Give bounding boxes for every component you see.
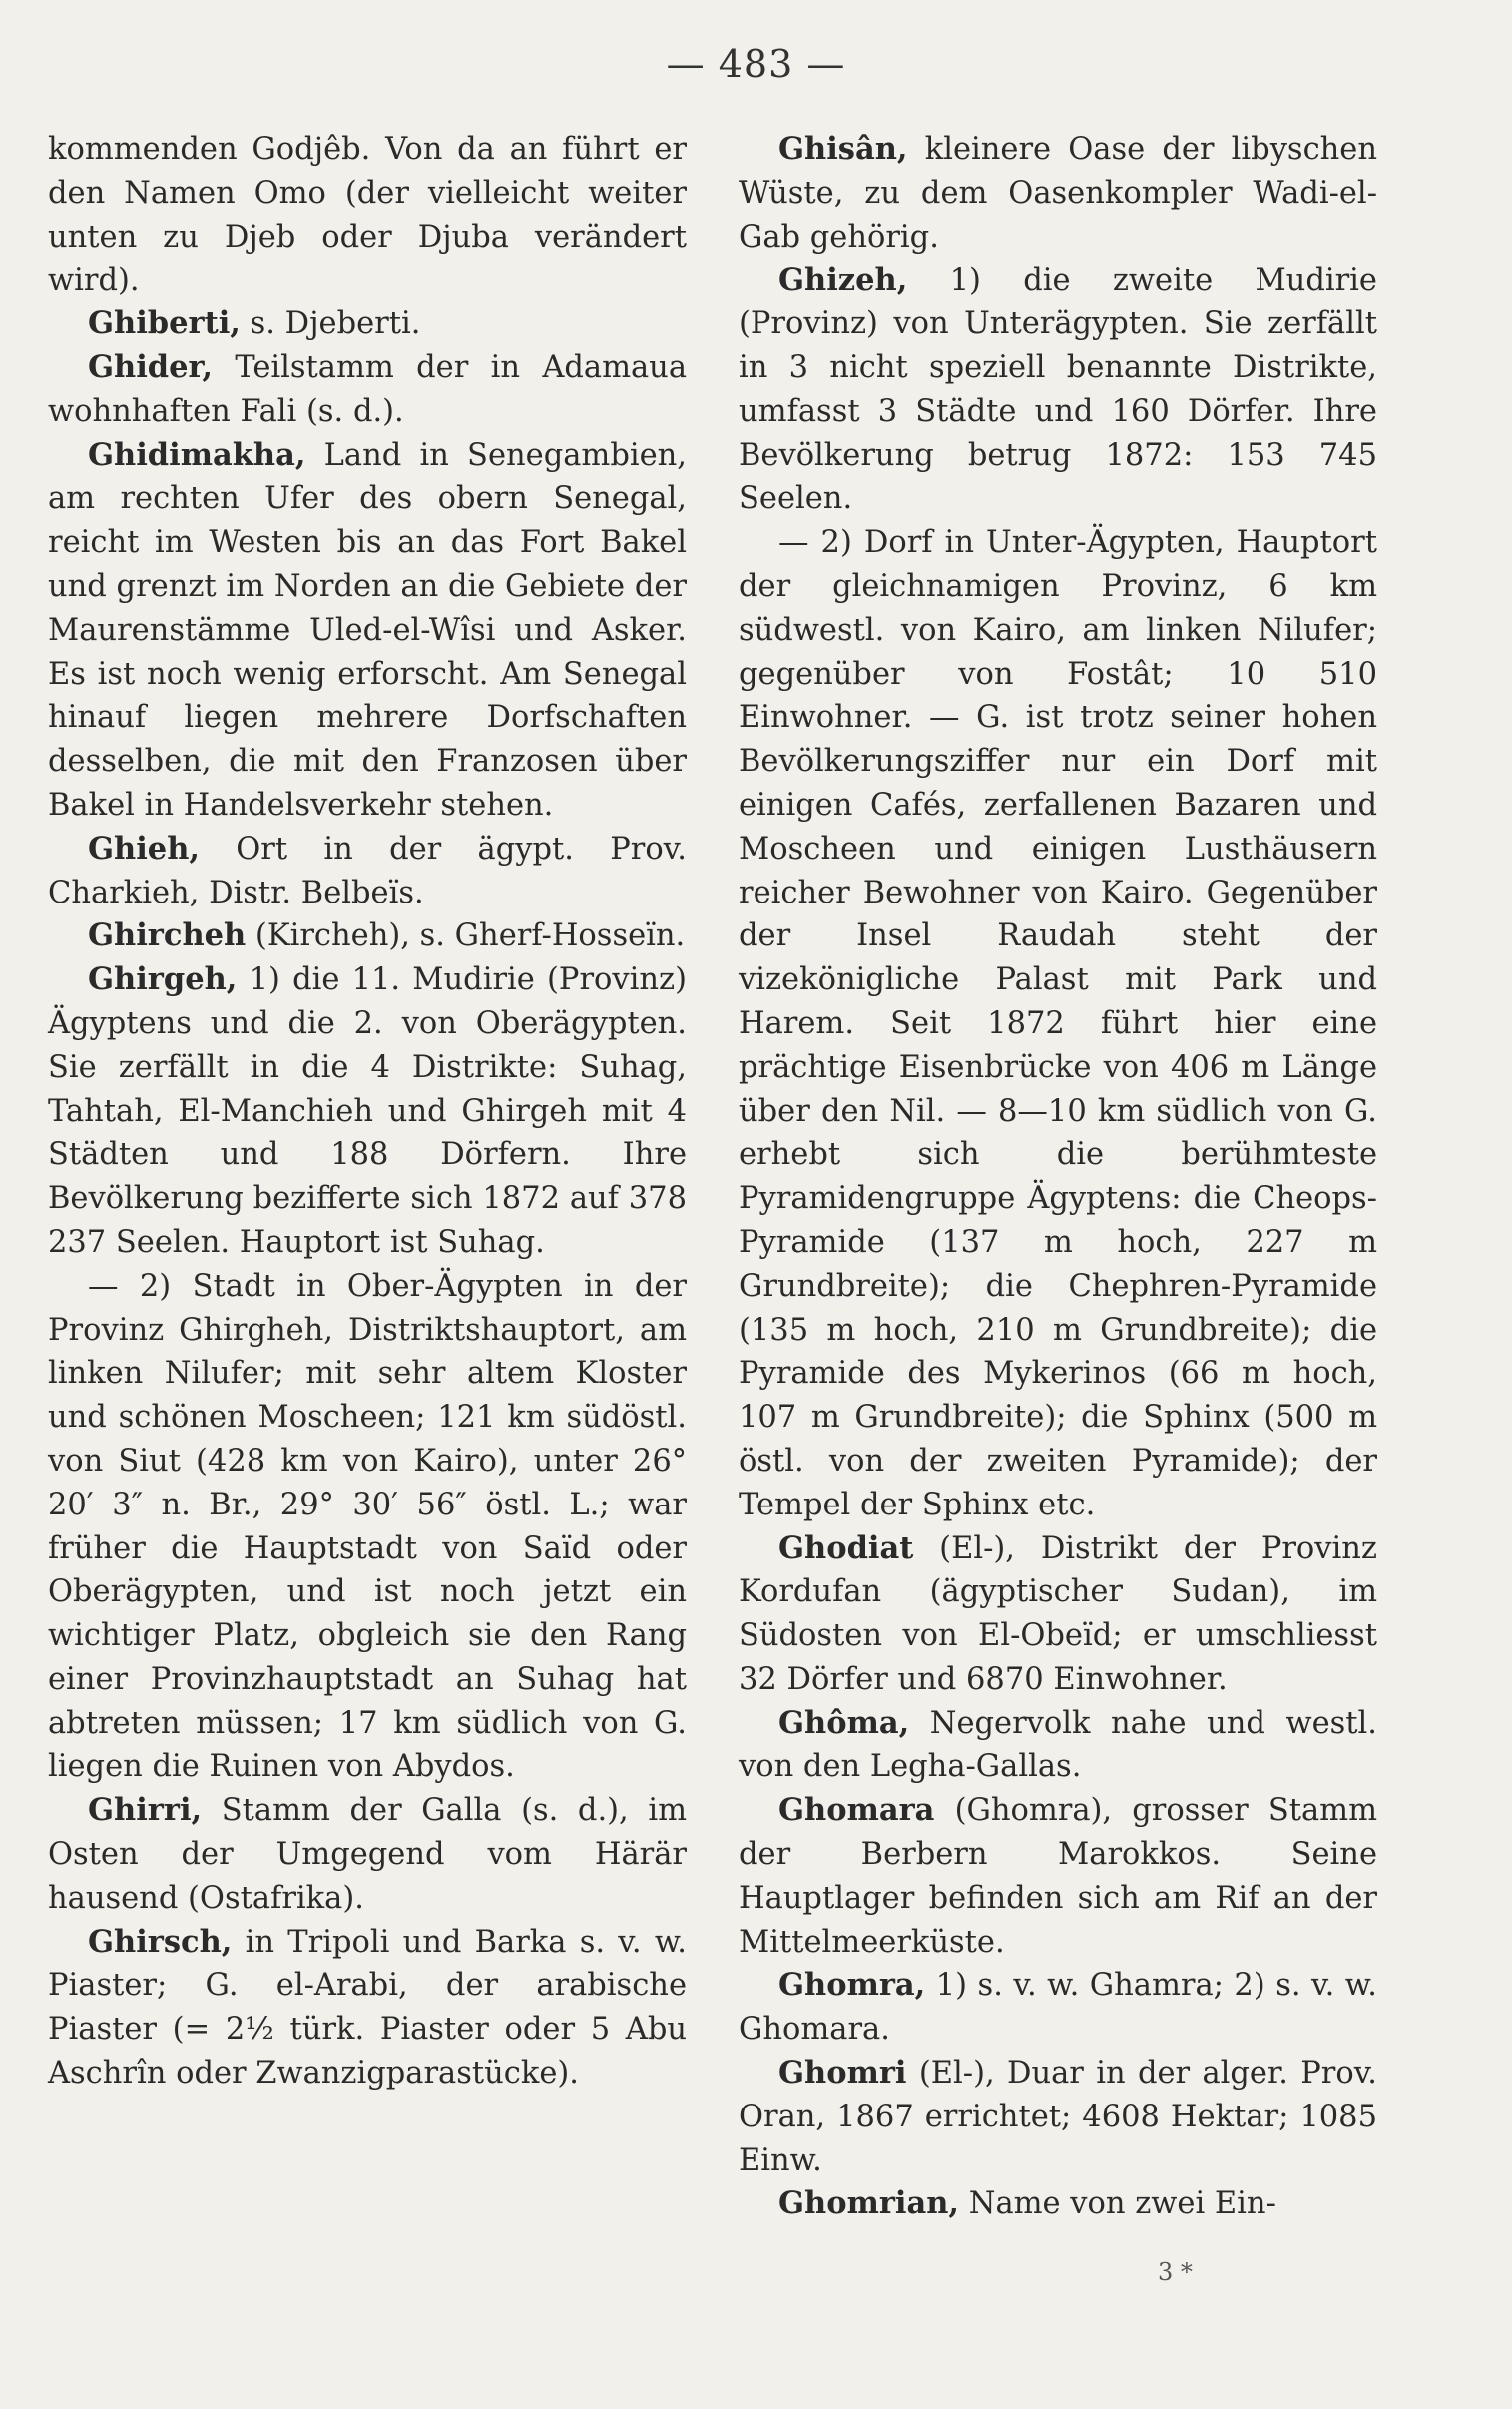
dictionary-entry xyxy=(48,828,687,915)
entry-text: kommenden Godjêb. Von da an führt er den Namen Omo (der vielleicht weiter unten zu Djeb oder Djuba verändert wird). xyxy=(48,132,687,299)
entry-headword: Ghirsch, xyxy=(88,1923,233,1960)
dictionary-entry xyxy=(48,958,687,1265)
entry-headword: Ghirri, xyxy=(88,1792,203,1829)
entry-text: in Tripoli und Barka s. v. w. Piaster; G. el-Arabi, der arabische Piaster (= 2½ türk. Piaster oder 5 Abu Aschrîn oder Zwanzigparastücke). xyxy=(48,1924,687,2092)
left-column xyxy=(48,128,687,2096)
dictionary-entry xyxy=(48,914,687,958)
dictionary-entry xyxy=(739,2182,1377,2226)
dictionary-entry xyxy=(739,1789,1377,1964)
entry-headword: Ghirgeh, xyxy=(88,961,238,998)
dictionary-entry xyxy=(739,2052,1377,2182)
entry-text: s. Djeberti. xyxy=(240,306,421,342)
entry-headword: Ghieh, xyxy=(88,830,201,867)
dictionary-entry xyxy=(48,434,687,828)
entry-headword: Ghodiat xyxy=(778,1529,914,1566)
entry-text: — 2) Stadt in Ober-Ägypten in der Provinz Ghirgheh, Distriktshauptort, am linken Nilufer; mit sehr altem Kloster und schönen Moscheen; 121 km südöstl. von Siut (428 km von Kairo), unter 26° 20′ 3″ n. Br., 29° 30′ 56″ östl. L.; war früher die Hauptstadt von Saïd oder Oberägypten, und ist noch jetzt ein wichtiger Platz, obgleich sie den Rang einer Provinzhauptstadt an Suhag hat abtreten müssen; 17 km südlich von G. liegen die Ruinen von Abydos. xyxy=(48,1268,687,1785)
page-number: — 483 — xyxy=(666,42,846,86)
entry-text: (Ghomra), grosser Stamm der Berbern Marokkos. Seine Hauptlager befinden sich am Rif an der Mittelmeerküste. xyxy=(739,1793,1377,1960)
dictionary-entry xyxy=(48,1265,687,1790)
entry-text: (El-), Distrikt der Provinz Kordufan (ägyptischer Sudan), im Südosten von El-Obeïd; er umschliesst 32 Dörfer und 6870 Einwohner. xyxy=(739,1530,1377,1697)
entry-headword: Ghider, xyxy=(88,348,214,385)
entry-text: 1) die 11. Mudirie (Provinz) Ägyptens und die 2. von Oberägypten. Sie zerfällt in die 4 Distrikte: Suhag, Tahtah, El-Manchieh und Ghirgeh mit 4 Städten und 188 Dörfern. Ihre Bevölkerung bezifferte sich 1872 auf 378 237 Seelen. Hauptort ist Suhag. xyxy=(48,962,687,1260)
dictionary-entry xyxy=(739,1964,1377,2052)
entry-text: — 2) Dorf in Unter-Ägypten, Hauptort der gleichnamigen Provinz, 6 km südwestl. von Kairo, am linken Nilufer; gegenüber von Fostât; 10 510 Einwohner. — G. ist trotz seiner hohen Bevölkerungsziffer nur ein Dorf mit einigen Cafés, zerfallenen Bazaren und Moscheen und einigen Lusthäusern reicher Bewohner von Kairo. Gegenüber der Insel Raudah steht der vizekönigliche Palast mit Park und Harem. Seit 1872 führt hier eine prächtige Eisenbrücke von 406 m Länge über den Nil. — 8—10 km südlich von G. erhebt sich die berühmteste Pyramidengruppe Ägyptens: die Cheops-Pyramide (137 m hoch, 227 m Grundbreite); die Chephren-Pyramide (135 m hoch, 210 m Grundbreite); die Pyramide des Mykerinos (66 m hoch, 107 m Grundbreite); die Sphinx (500 m östl. von der zweiten Pyramide); der Tempel der Sphinx etc. xyxy=(739,525,1377,1522)
entry-text: Negervolk nahe und westl. von den Legha-Gallas. xyxy=(739,1705,1377,1785)
entry-text: kleinere Oase der libyschen Wüste, zu dem Oasenkompler Wadi-el-Gab gehörig. xyxy=(739,132,1377,255)
entry-text: Teilstamm der in Adamaua wohnhaften Fali (s. d.). xyxy=(48,349,687,429)
entry-text: Stamm der Galla (s. d.), im Osten der Umgegend vom Härär hausend (Ostafrika). xyxy=(48,1793,687,1916)
entry-text: 1) s. v. w. Ghamra; 2) s. v. w. Ghomara. xyxy=(739,1968,1377,2048)
entry-headword: Ghomara xyxy=(778,1792,935,1829)
dictionary-entry xyxy=(48,128,687,302)
entry-headword: Ghircheh xyxy=(88,917,247,954)
dictionary-entry xyxy=(48,302,687,346)
entry-headword: Ghôma, xyxy=(778,1704,910,1741)
entry-text: Land in Senegambien, am rechten Ufer des obern Senegal, reicht im Westen bis an das Fort Bakel und grenzt im Norden an die Gebiete der Maurenstämme Uled-el-Wîsi und Asker. Es ist noch wenig erforscht. Am Senegal hinauf liegen mehrere Dorfschaften desselben, die mit den Franzosen über Bakel in Handelsverkehr stehen. xyxy=(48,437,687,823)
entry-headword: Ghiberti, xyxy=(88,305,241,342)
entry-text: 1) die zweite Mudirie (Provinz) von Unterägypten. Sie zerfällt in 3 nicht speziell benannte Distrikte, umfasst 3 Städte und 160 Dörfer. Ihre Bevölkerung betrug 1872: 153 745 Seelen. xyxy=(739,263,1377,517)
entry-text: (El-), Duar in der alger. Prov. Oran, 1867 errichtet; 4608 Hektar; 1085 Einw. xyxy=(739,2056,1377,2178)
dictionary-entry xyxy=(739,521,1377,1526)
entry-headword: Ghidimakha, xyxy=(88,436,306,473)
dictionary-entry xyxy=(48,1789,687,1920)
sheet-signature: 3 * xyxy=(1158,2258,1193,2286)
dictionary-entry xyxy=(739,1702,1377,1790)
entry-text: (Kircheh), s. Gherf-Hosseïn. xyxy=(246,918,686,954)
dictionary-entry xyxy=(739,128,1377,259)
right-column xyxy=(739,128,1377,2226)
dictionary-entry xyxy=(48,346,687,434)
entry-text: Name von zwei Ein- xyxy=(959,2186,1276,2222)
entry-headword: Ghomri xyxy=(778,2055,907,2092)
entry-headword: Ghisân, xyxy=(778,131,908,167)
entry-text: Ort in der ägypt. Prov. Charkieh, Distr. Belbeïs. xyxy=(48,831,687,910)
entry-headword: Ghizeh, xyxy=(778,262,908,299)
entry-headword: Ghomra, xyxy=(778,1967,926,2004)
dictionary-entry xyxy=(739,1527,1377,1702)
dictionary-entry xyxy=(739,259,1377,521)
entry-headword: Ghomrian, xyxy=(778,2185,960,2222)
dictionary-entry xyxy=(48,1921,687,2096)
